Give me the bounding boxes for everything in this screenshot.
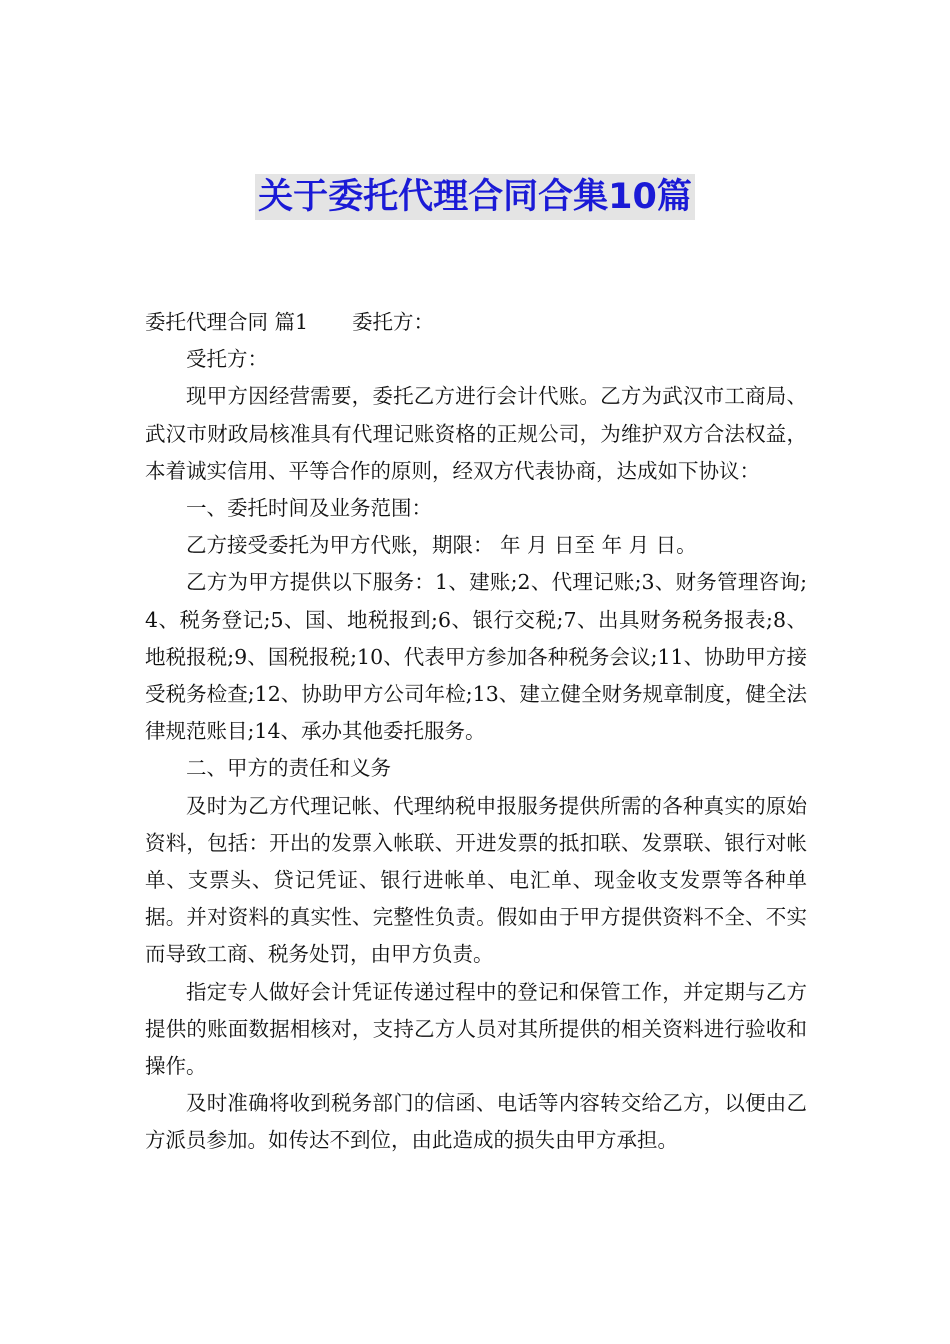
paragraph-clause-1-heading: 一、委托时间及业务范围： xyxy=(186,496,432,521)
paragraph-preamble: 现甲方因经营需要，委托乙方进行会计代账。乙方为武汉市工商局、武汉市财政局核准具有代理记账资格的正规公司，为维护双方合法权益，本着诚实信用、平等合作的原则，经双方代表协商，达成如下协议： xyxy=(145,384,807,483)
paragraph-trustee: 受托方： xyxy=(186,347,268,372)
paragraph-clause-2-heading: 二、甲方的责任和义务 xyxy=(186,756,391,781)
paragraph-term: 乙方接受委托为甲方代账，期限： 年 月 日至 年 月 日。 xyxy=(186,533,697,558)
paragraph-obligation-2: 指定专人做好会计凭证传递过程中的登记和保管工作，并定期与乙方提供的账面数据相核对，支持乙方人员对其所提供的相关资料进行验收和操作。 xyxy=(145,979,807,1079)
paragraph-services: 乙方为甲方提供以下服务：1、建账;2、代理记账;3、财务管理咨询;4、税务登记;5、国、地税报到;6、银行交税;7、出具财务税务报表;8、地税报税;9、国税报税;10、代表甲方参加各种税务会议;11、协助甲方接受税务检查;12、协助甲方公司年检;13、建立健全财务规章制度，健全法律规范账目;14、承办其他委托服务。 xyxy=(145,570,807,744)
paragraph-obligation-3: 及时准确将收到税务部门的信函、电话等内容转交给乙方，以便由乙方派员参加。如传达不到位，由此造成的损失由甲方承担。 xyxy=(145,1091,807,1153)
section-heading-party: 委托方： xyxy=(352,310,435,334)
document-title: 关于委托代理合同合集10篇 xyxy=(255,174,695,220)
document-body xyxy=(145,304,807,1160)
section-heading-line xyxy=(145,304,807,341)
paragraph-obligation-1: 及时为乙方代理记帐、代理纳税申报服务提供所需的各种真实的原始资料，包括：开出的发票入帐联、开进发票的抵扣联、发票联、银行对帐单、支票头、贷记凭证、银行进帐单、电汇单、现金收支发票等各种单据。并对资料的真实性、完整性负责。假如由于甲方提供资料不全、不实而导致工商、税务处罚，由甲方负责。 xyxy=(145,793,807,967)
title-wrapper xyxy=(0,174,950,220)
section-heading-label: 委托代理合同 篇1 xyxy=(145,310,309,334)
